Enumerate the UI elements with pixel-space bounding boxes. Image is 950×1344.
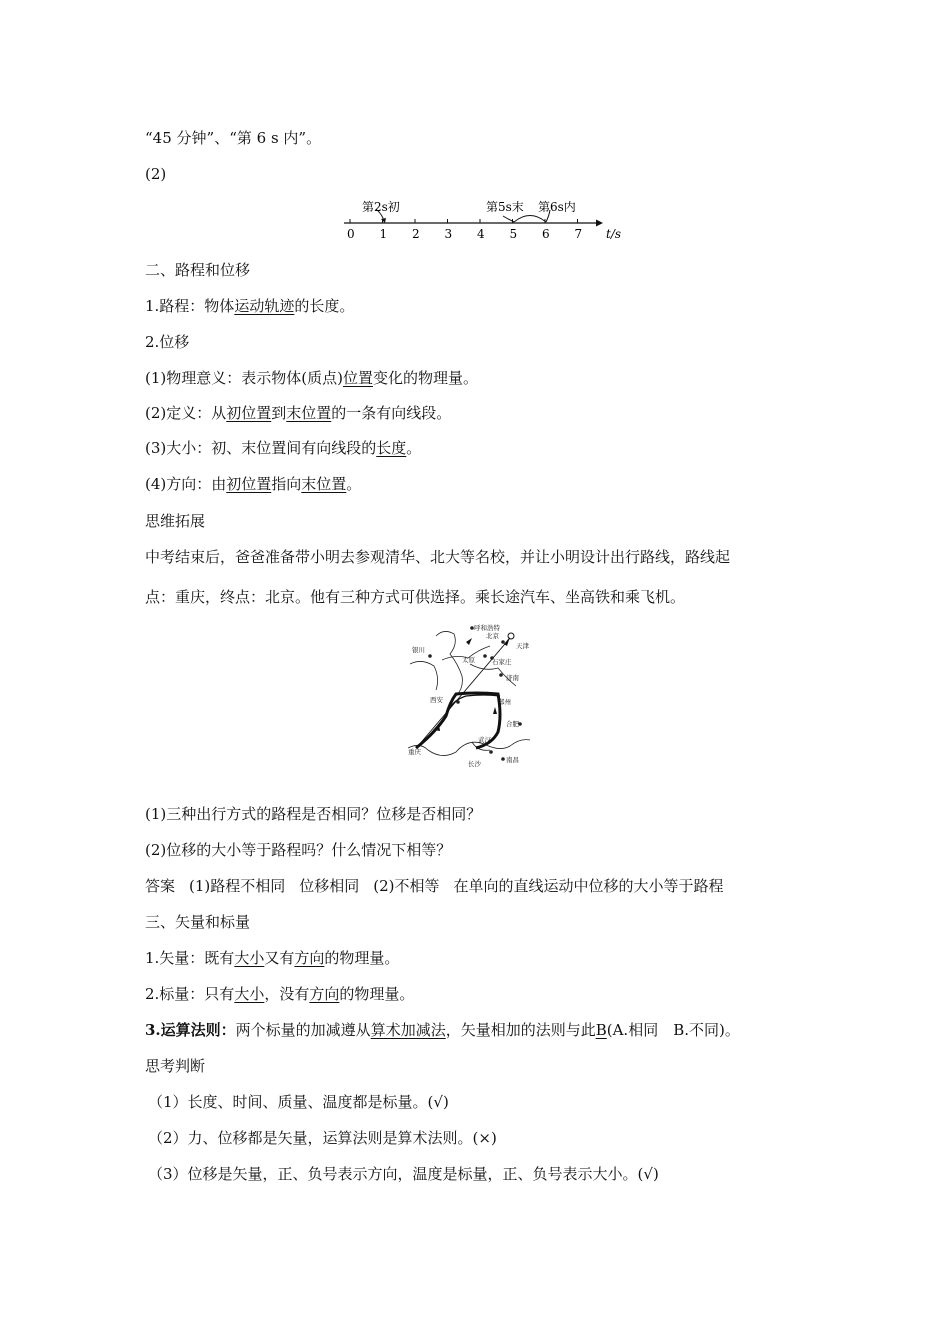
label-start-of-2s: 第2s初 xyxy=(362,200,400,214)
city-shijiazhuang: 石家庄 xyxy=(492,658,512,666)
operation-rule: 3.运算法则：两个标量的加减遵从算术加减法，矢量相加的法则与此B(A.相同 B.不同)。 xyxy=(145,1021,740,1039)
scalar-definition: 2.标量：只有大小，没有方向的物理量。 xyxy=(145,985,415,1003)
city-zhengzhou: 郑州 xyxy=(498,698,511,706)
vector-definition: 1.矢量：既有大小又有方向的物理量。 xyxy=(145,949,400,967)
label-within-6s: 第6s内 xyxy=(538,200,576,214)
city-wuhan: 武汉 xyxy=(478,736,491,744)
answer-line: 答案 (1)路程不相同 位移相同 (2)不相等 在单向的直线运动中位移的大小等于路程 xyxy=(145,877,724,895)
city-hefei: 合肥 xyxy=(506,720,519,728)
timeline-tick-label: 4 xyxy=(477,227,485,241)
displacement-meaning: (1)物理意义：表示物体(质点)位置变化的物理量。 xyxy=(145,369,478,387)
timeline-figure xyxy=(338,196,622,246)
city-yinchuan: 银川 xyxy=(412,646,425,654)
top-line: “45 分钟”、“第 6 s 内”。 xyxy=(145,129,322,147)
item2-label: (2) xyxy=(145,165,167,183)
section2-title: 二、路程和位移 xyxy=(145,261,251,279)
city-tianjin: 天津 xyxy=(516,642,529,650)
city-nanchang: 南昌 xyxy=(506,756,519,764)
judge-item-1: （1）长度、时间、质量、温度都是标量。(√) xyxy=(148,1093,449,1111)
thinking-extension-title: 思维拓展 xyxy=(145,512,206,530)
timeline-tick-label: 7 xyxy=(574,227,583,241)
timeline-tick-label: 6 xyxy=(542,227,550,241)
extension-paragraph-line1: 中考结束后，爸爸准备带小明去参观清华、北大等名校，并让小明设计出行路线，路线起 xyxy=(145,548,731,566)
extension-paragraph-line2: 点：重庆，终点：北京。他有三种方式可供选择。乘长途汽车、坐高铁和乘飞机。 xyxy=(145,588,686,606)
city-changsha: 长沙 xyxy=(468,760,481,768)
axis-unit: t/s xyxy=(606,227,622,241)
timeline-tick-label: 1 xyxy=(379,227,388,241)
displacement-magnitude: (3)大小：初、末位置间有向线段的长度。 xyxy=(145,439,422,457)
city-jinan: 济南 xyxy=(506,674,519,682)
displacement-title: 2.位移 xyxy=(145,333,190,351)
judge-item-3: （3）位移是矢量，正、负号表示方向，温度是标量，正、负号表示大小。(√) xyxy=(148,1165,659,1183)
timeline-tick-label: 2 xyxy=(412,227,420,241)
timeline-tick-label: 0 xyxy=(347,227,355,241)
route-map xyxy=(406,620,542,772)
question-1: (1)三种出行方式的路程是否相同？位移是否相同？ xyxy=(145,805,482,823)
section3-title: 三、矢量和标量 xyxy=(145,913,251,931)
timeline-tick-label: 5 xyxy=(509,227,518,241)
city-xian: 西安 xyxy=(430,696,443,704)
timeline-tick-label: 3 xyxy=(444,227,453,241)
judge-title: 思考判断 xyxy=(145,1057,206,1075)
displacement-definition: (2)定义：从初位置到末位置的一条有向线段。 xyxy=(145,404,452,422)
path-definition: 1.路程：物体运动轨迹的长度。 xyxy=(145,297,355,315)
city-chongqing: 重庆 xyxy=(408,748,421,756)
city-taiyuan: 太原 xyxy=(462,656,475,664)
displacement-direction: (4)方向：由初位置指向末位置。 xyxy=(145,475,362,493)
judge-item-2: （2）力、位移都是矢量，运算法则是算术法则。(×) xyxy=(148,1129,497,1147)
city-hohhot: 呼和浩特 xyxy=(474,624,500,632)
answer-label: 答案 xyxy=(145,877,176,895)
label-end-of-5s: 第5s末 xyxy=(486,200,524,214)
question-2: (2)位移的大小等于路程吗？什么情况下相等？ xyxy=(145,841,452,859)
city-beijing: 北京 xyxy=(486,632,499,640)
